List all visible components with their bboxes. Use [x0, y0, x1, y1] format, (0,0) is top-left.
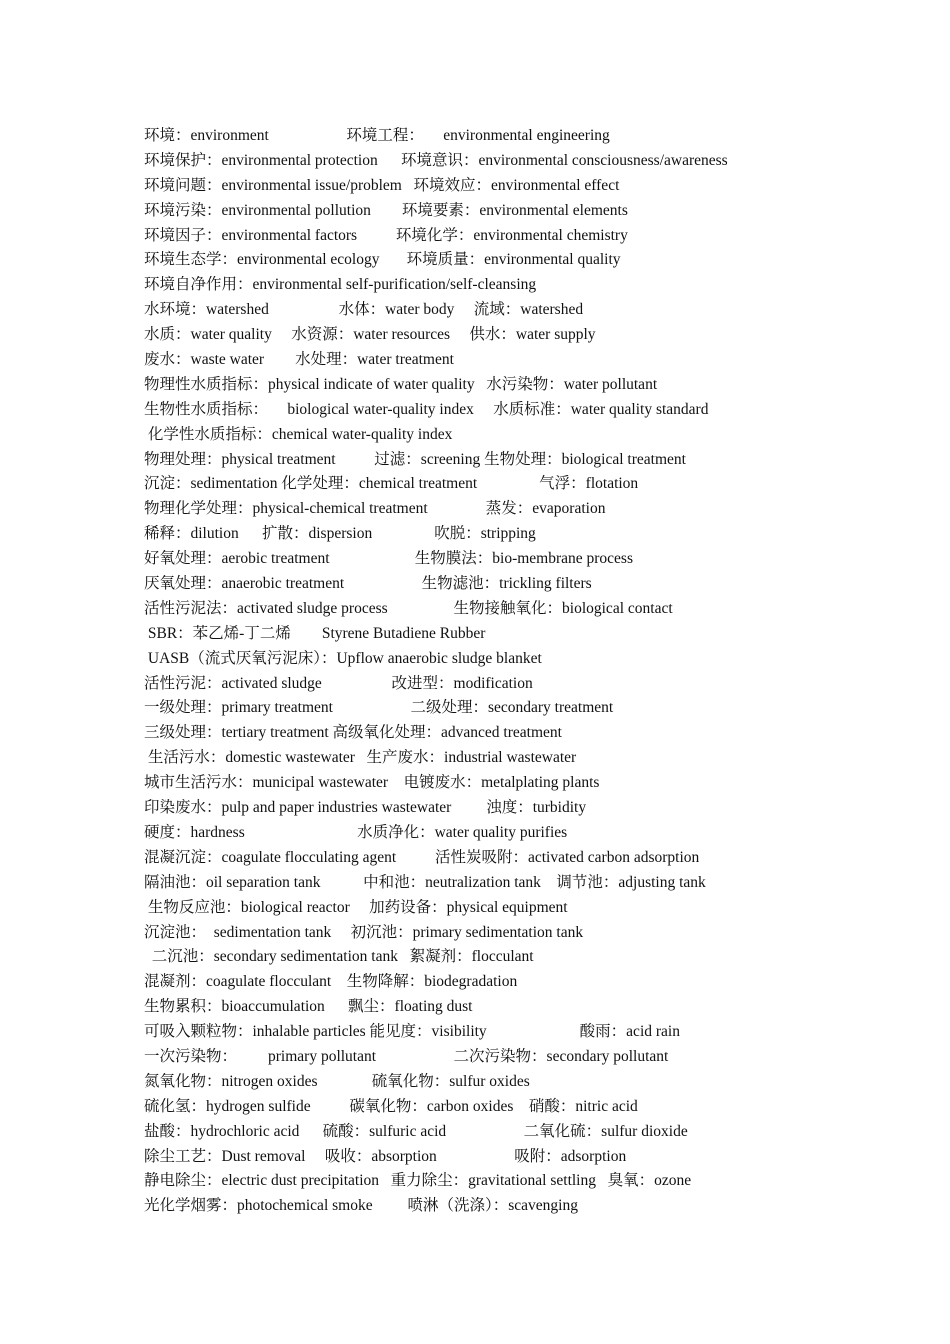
glossary-line: 二沉池：secondary sedimentation tank 絮凝剂：flocculant — [144, 948, 534, 966]
glossary-line: 物理化学处理：physical-chemical treatment 蒸发：evaporation — [144, 500, 606, 518]
glossary-line: 三级处理：tertiary treatment 高级氧化处理：advanced treatment — [144, 724, 562, 742]
glossary-line: 沉淀：sedimentation 化学处理：chemical treatment 气浮：flotation — [144, 475, 639, 493]
glossary-line: 沉淀池： sedimentation tank 初沉池：primary sedimentation tank — [144, 923, 584, 941]
glossary-line: 环境污染：environmental pollution 环境要素：environmental elements — [144, 201, 628, 219]
glossary-line: 一次污染物： primary pollutant 二次污染物：secondary pollutant — [144, 1047, 669, 1065]
glossary-line: SBR：苯乙烯-丁二烯 Styrene Butadiene Rubber — [144, 624, 486, 642]
glossary-line: 硫化氢：hydrogen sulfide 碳氧化物：carbon oxides 硝酸：nitric acid — [144, 1097, 638, 1115]
glossary-body — [144, 124, 824, 1219]
glossary-line: 物理处理：physical treatment 过滤：screening 生物处理：biological treatment — [144, 450, 686, 468]
glossary-line: 生物累积：bioaccumulation 飘尘：floating dust — [144, 998, 473, 1016]
glossary-line: 光化学烟雾：photochemical smoke 喷淋（洗涤）：scavenging — [144, 1197, 578, 1215]
glossary-line: 盐酸：hydrochloric acid 硫酸：sulfuric acid 二氧化硫：sulfur dioxide — [144, 1122, 688, 1140]
glossary-line: 物理性水质指标：physical indicate of water quality 水污染物：water pollutant — [144, 375, 658, 393]
glossary-line: 活性污泥：activated sludge 改进型：modification — [144, 674, 533, 692]
glossary-line: 静电除尘：electric dust precipitation 重力除尘：gravitational settling 臭氧：ozone — [144, 1172, 692, 1190]
glossary-line: 混凝沉淀：coagulate flocculating agent 活性炭吸附：activated carbon adsorption — [144, 848, 700, 866]
glossary-line: 氮氧化物：nitrogen oxides 硫氧化物：sulfur oxides — [144, 1072, 530, 1090]
glossary-line: 稀释：dilution 扩散：dispersion 吹脱：stripping — [144, 525, 536, 543]
glossary-line: 除尘工艺：Dust removal 吸收：absorption 吸附：adsorption — [144, 1147, 627, 1165]
glossary-line: 环境保护：environmental protection 环境意识：environmental consciousness/awareness — [144, 151, 728, 169]
glossary-line: 隔油池：oil separation tank 中和池：neutralization tank 调节池：adjusting tank — [144, 873, 706, 891]
glossary-line: 混凝剂：coagulate flocculant 生物降解：biodegradation — [144, 973, 518, 991]
glossary-line: 水环境：watershed 水体：water body 流域：watershed — [144, 301, 584, 319]
glossary-line: 城市生活污水：municipal wastewater 电镀废水：metalplating plants — [144, 774, 600, 792]
glossary-line: 印染废水：pulp and paper industries wastewater 浊度：turbidity — [144, 799, 587, 817]
glossary-line: 好氧处理：aerobic treatment 生物膜法：bio-membrane process — [144, 550, 633, 568]
glossary-line: 化学性水质指标：chemical water-quality index — [144, 425, 453, 443]
glossary-line: 环境：environment 环境工程： environmental engineering — [144, 127, 610, 144]
glossary-line: 硬度：hardness 水质净化：water quality purifies — [144, 823, 568, 841]
glossary-line: 环境自净作用：environmental self-purification/self-cleansing — [144, 276, 537, 294]
glossary-line: 生活污水：domestic wastewater 生产废水：industrial wastewater — [144, 749, 577, 767]
glossary-line: 环境问题：environmental issue/problem 环境效应：environmental effect — [144, 176, 620, 194]
glossary-line: 厌氧处理：anaerobic treatment 生物滤池：trickling filters — [144, 575, 592, 593]
glossary-line: 水质：water quality 水资源：water resources 供水：water supply — [144, 326, 596, 344]
glossary-line: 环境生态学：environmental ecology 环境质量：environmental quality — [144, 251, 621, 269]
glossary-line: 可吸入颗粒物：inhalable particles 能见度：visibility 酸雨：acid rain — [144, 1023, 680, 1041]
glossary-line: 生物反应池：biological reactor 加药设备：physical equipment — [144, 898, 568, 916]
glossary-line: 环境因子：environmental factors 环境化学：environmental chemistry — [144, 226, 628, 244]
glossary-line: 一级处理：primary treatment 二级处理：secondary treatment — [144, 699, 614, 717]
glossary-line: UASB（流式厌氧污泥床）：Upflow anaerobic sludge blanket — [144, 649, 542, 667]
glossary-line: 活性污泥法：activated sludge process 生物接触氧化：biological contact — [144, 599, 673, 617]
glossary-line: 生物性水质指标： biological water-quality index 水质标准：water quality standard — [144, 400, 709, 418]
glossary-line: 废水：waste water 水处理：water treatment — [144, 351, 454, 369]
